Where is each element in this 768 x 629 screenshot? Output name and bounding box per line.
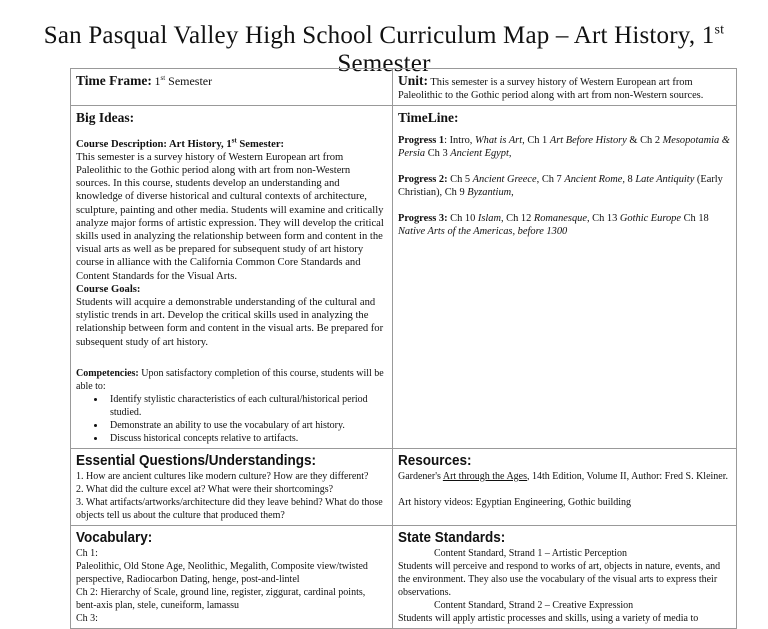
course-description: This semester is a survey history of Western European art from Paleolithic to the Gothic period along with art from non-Western sources. In this course, students develop an understanding and knowledge of diverse historical and cultural contexts of architecture, sculpture, painting and other media. Students will examine and critically analyze major forms of artistic expression. They will develop the critical skills used in analyzing the relationship between form and content in the visual arts as well as be prepared for subsequent study of art history course in alliance with the California Common Core Standards and Content Standards for the Visual Arts. [76,151,384,282]
p3-f: Gothic Europe [619,213,681,224]
time-frame-sup: st [160,74,166,82]
course-goals-label: Course Goals: [76,283,141,295]
p2-d: Ancient Rome, [564,174,625,185]
timeline-label: TimeLine: [398,110,459,125]
p2-a: Ch 5 [447,174,473,185]
p2-i: , [511,187,514,198]
question-1: 1. How are ancient cultures like modern culture? How are they different? [76,470,369,482]
resources-label: Resources: [398,451,472,469]
unit-cell [393,69,737,106]
vocab-ch1: Paleolithic, Old Stone Age, Neolithic, Megalith, Composite view/twisted perspective, Radiocarbon Dating, henge, post-and-lintel [76,560,368,585]
p1-d: Art Before History [549,135,627,146]
p2-h: Byzantium [467,187,512,198]
p3-g: Ch 18 [681,213,709,224]
list-item: • Demonstrate an ability to use the vocabulary of art history. [106,419,387,432]
p2-f: Late Antiquity [635,174,695,185]
time-frame-tail: Semester [165,74,213,88]
competencies-intro: Upon satisfactory completion of this course, students will be able to: [76,367,384,392]
competencies-list [76,393,387,445]
p2-e: 8 [624,174,636,185]
unit-text: This semester is a survey history of Western European art from Paleolithic to the Gothic period along with art from non-Western sources. [398,77,704,101]
title-sup: st [714,22,725,38]
p1-h: Ancient Egypt [450,148,509,159]
state-standards-label: State Standards: [398,528,506,546]
p2-b: Ancient Greece [472,174,537,185]
p3-h: Native Arts of the Americas, before 1300 [398,226,568,237]
state-standards-cell [393,525,737,628]
timeline-cell [393,106,737,449]
competencies-label: Competencies: [76,367,139,379]
p3-e: , Ch 13 [586,213,620,224]
cd-label-sup: st [231,136,237,144]
standard-1-title: Content Standard, Strand 1 – Artistic Perception [434,547,628,559]
time-frame-label: Time Frame: [76,73,152,88]
book-pre: Gardener's [398,470,443,482]
vocab-ch3-label: Ch 3: [76,612,98,624]
vocabulary-cell [71,525,393,628]
p2-c: , Ch 7 [536,174,565,185]
p1-b: What is Art [474,135,523,146]
p1-a: : Intro, [444,135,475,146]
p1-i: , [508,148,512,159]
p3-c: , Ch 12 [500,213,534,224]
list-item: • Identify stylistic characteristics of each cultural/historical period studied. [106,393,387,419]
p1-g: Ch 3 [425,148,451,159]
p3-d: Romanesque [533,213,587,224]
p1-label: Progress 1 [398,135,445,146]
title-text: San Pasqual Valley High School Curriculum Map – Art History, 1 [43,22,715,49]
textbook [398,470,731,483]
course-goals: Students will acquire a demonstrable understanding of the cultural and stylistic trends in art. Develop the critical skills used in analyzing the relationship between form and content in the visual arts. Be prepared for subsequent study of art history. [76,296,384,348]
list-item: • Discuss historical concepts relative to artifacts. [106,432,387,445]
progress-2 [398,173,731,199]
standard-2-title: Content Standard, Strand 2 – Creative Expression [434,599,634,611]
essential-questions-cell [71,448,393,525]
essential-questions-label: Essential Questions/Understandings: [76,451,317,469]
cd-label-a: Course Description: Art History, 1 [76,138,232,150]
p3-a: Ch 10 [447,213,478,224]
book-title: Art through the Ages [442,470,527,482]
p2-label: Progress 2: [398,174,448,185]
vocab-ch1-label: Ch 1: [76,547,98,559]
progress-1 [398,134,731,160]
p3-label: Progress 3: [398,213,448,224]
cd-label-b: Semester: [236,138,285,150]
p1-e: & Ch 2 [626,135,663,146]
question-2: 2. What did the culture excel at? What were their shortcomings? [76,483,334,495]
book-post: , 14th Edition, Volume II, Author: Fred S. Kleiner. [527,470,729,482]
title-tail: Semester [337,50,431,77]
vocab-ch2: Ch 2: Hierarchy of Scale, ground line, register, ziggurat, cardinal points, bent-axis plan, stele, cuneiform, lamassu [76,586,366,611]
p1-c: , Ch 1 [522,135,550,146]
unit-label: Unit: [398,73,428,88]
p3-b: Islam [477,213,501,224]
time-frame-cell [71,69,393,106]
time-frame-value: 1 [154,74,161,88]
curriculum-table [70,68,737,629]
p1-f: Mesopotamia & Persia [398,135,730,159]
standard-2-text: Students will apply artistic processes and skills, using a variety of media to [398,612,699,624]
resources-cell [393,448,737,525]
competencies [76,367,387,393]
course-description-label [76,134,387,151]
big-ideas-label: Big Ideas: [76,110,135,125]
progress-3 [398,212,731,238]
videos: Art history videos: Egyptian Engineering, Gothic building [398,496,632,508]
p2-g: (Early Christian), Ch 9 [398,174,723,198]
big-ideas-cell [71,106,393,449]
standard-1-text: Students will perceive and respond to works of art, objects in nature, events, and the environment. They also use the vocabulary of the visual arts to express their observations. [398,560,721,598]
vocabulary-label: Vocabulary: [76,528,153,546]
question-3: 3. What artifacts/artworks/architecture did they leave behind? What do those objects tell us about the culture that produced them? [76,496,383,521]
